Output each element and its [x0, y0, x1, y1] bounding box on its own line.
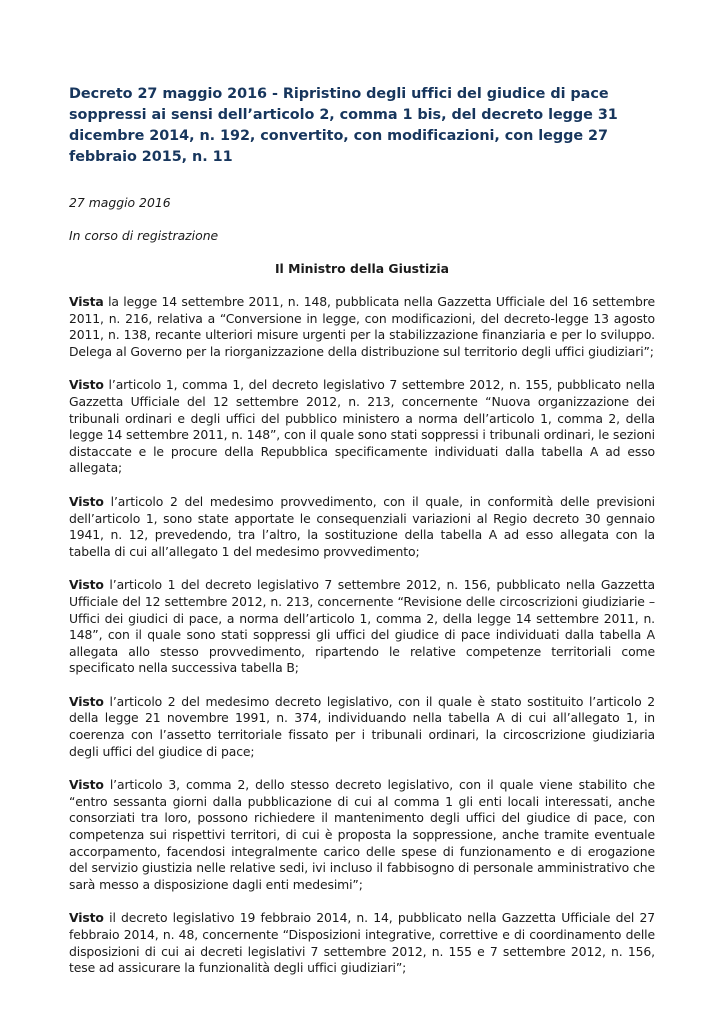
document-page	[69, 84, 655, 977]
recital-paragraph	[69, 377, 655, 477]
recital-text: la legge 14 settembre 2011, n. 148, pubblicata nella Gazzetta Ufficiale del 16 settembre 2011, n. 216, relativa a “Conversione in legge, con modificazioni, del decreto-legge 13 agosto 2011, n. 138, recante ulteriori misure urgenti per la stabilizzazione finanziaria e per lo sviluppo. Delega al Governo per la riorganizzazione della distribuzione sul territorio degli uffici giudiziari”;	[69, 294, 655, 359]
recital-paragraph	[69, 910, 655, 976]
recital-paragraph	[69, 577, 655, 677]
recital-text: il decreto legislativo 19 febbraio 2014, n. 14, pubblicato nella Gazzetta Ufficiale del 27 febbraio 2014, n. 48, concernente “Disposizioni integrative, correttive e di coordinamento delle disposizioni di cui ai decreti legislativi 7 settembre 2012, n. 155 e 7 settembre 2012, n. 156, tese ad assicurare la funzionalità degli uffici giudiziari”;	[69, 910, 655, 976]
recital-text: l’articolo 1, comma 1, del decreto legislativo 7 settembre 2012, n. 155, pubblicato nella Gazzetta Ufficiale del 12 settembre 2012, n. 213, concernente “Nuova organizzazione dei tribunali ordinari e degli uffici del pubblico ministero a norma dell’articolo 1, comma 2, della legge 14 settembre 2011, n. 148”, con il quale sono stati soppressi i tribunali ordinari, le sezioni distaccate e le procure della Repubblica specificamente individuati dalla tabella A ad esso allegata;	[69, 377, 655, 476]
recital-text: l’articolo 1 del decreto legislativo 7 settembre 2012, n. 156, pubblicato nella Gazzetta Ufficiale del 12 settembre 2012, n. 213, concernente “Revisione delle circoscrizioni giudiziarie – Uffici dei giudici di pace, a norma dell’articolo 1, comma 2, della legge 14 settembre 2011, n. 148”, con il quale sono stati soppressi gli uffici del giudice di pace individuati dalla tabella A allegata allo stesso provvedimento, ripartendo le relative competenze territoriali come specificato nella successiva tabella B;	[69, 577, 655, 676]
recital-lead-word: Visto	[69, 493, 104, 509]
recital-paragraph	[69, 494, 655, 560]
recital-lead-word: Visto	[69, 693, 104, 709]
recital-lead-word: Visto	[69, 910, 104, 926]
recital-lead-word: Visto	[69, 377, 104, 393]
recital-text: l’articolo 3, comma 2, dello stesso decreto legislativo, con il quale viene stabilito che “entro sessanta giorni dalla pubblicazione di cui al comma 1 gli enti locali interessati, anche consorziati tra loro, possono richiedere il mantenimento degli uffici del giudice di pace, con competenza sui rispettivi territori, di cui è proposta la soppressione, anche tramite eventuale accorpamento, facendosi integralmente carico delle spese di funzionamento e di erogazione del servizio giustizia nelle relative sedi, ivi incluso il fabbisogno di personale amministrativo che sarà messo a disposizione dagli enti medesimi”;	[69, 777, 655, 892]
recital-paragraph	[69, 694, 655, 760]
recital-lead-word: Visto	[69, 777, 104, 793]
registration-status: In corso di registrazione	[69, 228, 219, 243]
recital-text: l’articolo 2 del medesimo provvedimento, con il quale, in conformità delle previsioni dell’articolo 1, sono state apportate le consequenziali variazioni al Regio decreto 30 gennaio 1941, n. 12, prevedendo, tra l’altro, la sostituzione della tabella A ad esso allegata con la tabella di cui all’allegato 1 del medesimo provvedimento;	[69, 493, 655, 559]
document-title: Decreto 27 maggio 2016 - Ripristino degli uffici del giudice di pace soppressi ai sensi dell’articolo 2, comma 1 bis, del decreto legge 31 dicembre 2014, n. 192, convertito, con modificazioni, con legge 27 febbraio 2015, n. 11	[69, 86, 618, 165]
recital-lead-word: Vista	[69, 294, 104, 309]
document-date: 27 maggio 2016	[69, 195, 171, 210]
issuing-authority: Il Ministro della Giustizia	[274, 261, 450, 276]
recital-paragraph	[69, 294, 655, 360]
recital-lead-word: Visto	[69, 577, 104, 593]
recital-text: l’articolo 2 del medesimo decreto legislativo, con il quale è stato sostituito l’articolo 2 della legge 21 novembre 1991, n. 374, individuando nella tabella A di cui all’allegato 1, in coerenza con l’assetto territoriale fissato per i tribunali ordinari, la circoscrizione giudiziaria degli uffici del giudice di pace;	[69, 693, 655, 759]
recital-paragraph	[69, 777, 655, 893]
